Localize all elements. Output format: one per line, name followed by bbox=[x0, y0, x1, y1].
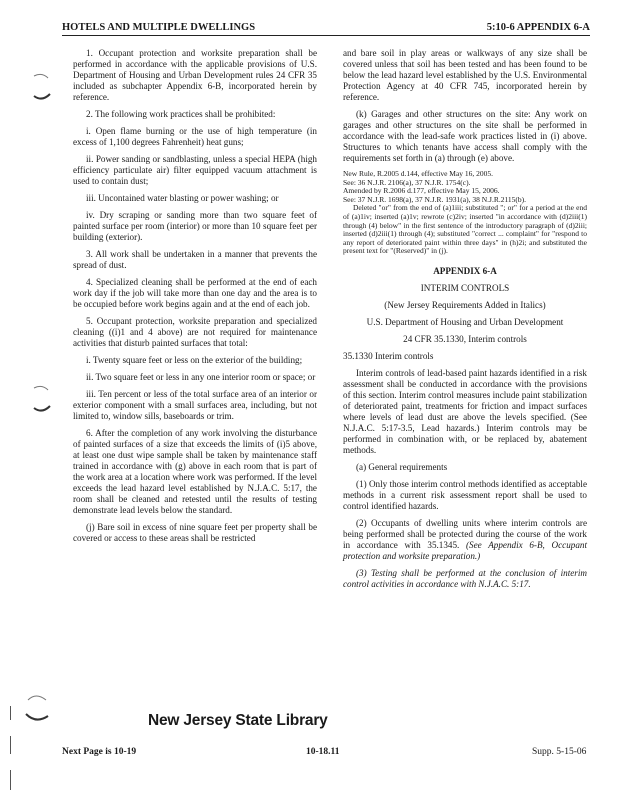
scan-edge-line bbox=[10, 770, 11, 790]
left-column bbox=[73, 48, 317, 550]
paragraph-5-i: i. Twenty square feet or less on the exterior of the building; bbox=[86, 355, 303, 365]
paragraph-a-2-text: (2) Occupants of dwelling units where interim controls are being performed shall be protected during the course of the work in accordance with 35.1345. bbox=[343, 517, 587, 550]
paragraph-a: (a) General requirements bbox=[356, 461, 448, 472]
punch-mark-icon bbox=[30, 384, 52, 414]
header-title: HOTELS AND MULTIPLE DWELLINGS bbox=[62, 22, 256, 33]
paragraph-j: (j) Bare soil in excess of nine square feet per property shall be covered or access to these areas shall be restricted bbox=[73, 522, 317, 543]
paragraph-2-i: i. Open flame burning or the use of high temperature (in excess of 1,100 degrees Fahrenheit) heat guns; bbox=[73, 126, 317, 147]
paragraph-4: 4. Specialized cleaning shall be performed at the end of each work day if the job will take more than one day and the area is to be occupied before work begins again and at the end of each job. bbox=[73, 277, 317, 309]
punch-mark-icon bbox=[24, 690, 50, 726]
scan-edge-line bbox=[10, 706, 11, 720]
footer-next-page: Next Page is 10-19 bbox=[62, 747, 137, 757]
paragraph-2-ii: ii. Power sanding or sandblasting, unless a special HEPA (high efficiency particulate air) filter equipped vacuum attachment is used to contain dust; bbox=[73, 154, 317, 186]
cfr-citation: 24 CFR 35.1330, Interim controls bbox=[403, 333, 527, 344]
running-header bbox=[62, 22, 590, 36]
scan-edge-line bbox=[10, 736, 11, 754]
footer-page-number: 10-18.11 bbox=[306, 747, 340, 757]
paragraph-5: 5. Occupant protection, worksite preparation and specialized cleaning ((i)1 and 4 above) are not required for maintenance activities that disturb painted surfaces that total: bbox=[73, 316, 317, 348]
paragraph-a-1: (1) Only those interim control methods identified as acceptable methods in a current risk assessment report shall be used to control identified hazards. bbox=[343, 478, 587, 511]
history-note: Deleted "or" from the end of (a)1iii; substituted "; or" for a period at the end of (a)1iv; inserted (a)1v; rewrote (c)2iv; inserted "in accordance with (d)2iii(1) through (4) below" in the first sentence of the introductory paragraph of (d)2iii; inserted (d)2iii(1) through (4); substituted "correct ... complaint" for "respond to any report of deteriorated paint within three days" in (h)2i; and substituted the present text for "(Reserved)" in (j). bbox=[343, 203, 587, 256]
paragraph-3: 3. All work shall be undertaken in a manner that prevents the spread of dust. bbox=[73, 249, 317, 270]
paragraph-k: (k) Garages and other structures on the site: Any work on garages and other structures on the site shall be performed in accordance with the lead-safe work practices listed in (i) above. Structures to which tenants have access shall comply with the requirements set forth in (a) through (e) above. bbox=[343, 109, 587, 163]
footer-supplement: Supp. 5-15-06 bbox=[532, 747, 587, 757]
header-section: 5:10-6 APPENDIX 6-A bbox=[486, 22, 590, 33]
paragraph-a-3: (3) Testing shall be performed at the conclusion of interim control activities in accordance with N.J.A.C. 5:17. bbox=[343, 567, 587, 589]
appendix-title: APPENDIX 6-A bbox=[433, 265, 497, 276]
hud-agency: U.S. Department of Housing and Urban Development bbox=[366, 316, 564, 327]
history-line: Amended by R.2006 d.177, effective May 15, 2006. bbox=[343, 186, 500, 196]
library-stamp: New Jersey State Library bbox=[148, 712, 328, 729]
paragraph-2: 2. The following work practices shall be prohibited: bbox=[86, 109, 276, 119]
intro-paragraph: Interim controls of lead-based paint hazards identified in a risk assessment shall be conducted in accordance with the provisions of this section. Interim control measures include paint stabilization of deteriorated paint, treatments for friction and impact surfaces where levels of lead dust are above the levels specified. (See N.J.A.C. 5:17-3.5, Lead hazards.) Interim controls may be performed in combination with, or be replaced by, abatement methods. bbox=[343, 367, 587, 455]
paragraph-5-ii: ii. Two square feet or less in any one interior room or space; or bbox=[86, 372, 316, 382]
history-line: See: 36 N.J.R. 2106(a), 37 N.J.R. 1754(c). bbox=[343, 177, 471, 187]
section-heading: 35.1330 Interim controls bbox=[343, 350, 434, 361]
paragraph-5-iii: iii. Ten percent or less of the total surface area of an interior or exterior component with a small surfaces area, including, but not limited to, window sills, baseboards or trim. bbox=[73, 389, 317, 421]
paragraph-j-continued: and bare soil in play areas or walkways of any size shall be covered unless that soil has been tested and has been found to be below the lead hazard level established by the U.S. Environmental Protection Agency at 40 CFR 745, incorporated herein by reference. bbox=[343, 48, 587, 102]
punch-mark-icon bbox=[30, 72, 52, 102]
nj-requirements-note: (New Jersey Requirements Added in Italics) bbox=[384, 299, 546, 310]
rule-history bbox=[343, 170, 587, 256]
appendix-subtitle: INTERIM CONTROLS bbox=[420, 282, 510, 293]
paragraph-a-2 bbox=[343, 518, 587, 562]
paragraph-2-iii: iii. Uncontained water blasting or power washing; or bbox=[86, 193, 279, 203]
history-line: New Rule, R.2005 d.144, effective May 16, 2005. bbox=[343, 169, 494, 178]
paragraph-1: 1. Occupant protection and worksite preparation shall be performed in accordance with the applicable provisions of U.S. Department of Housing and Urban Development rules 24 CFR 35 included as subchapter Appendix 6-B, incorporated herein by reference. bbox=[73, 48, 317, 102]
history-line: See: 37 N.J.R. 1698(a), 37 N.J.R. 1931(a), 38 N.J.R.2115(b). bbox=[343, 194, 527, 204]
paragraph-6: 6. After the completion of any work involving the disturbance of painted surfaces of a size that exceeds the limits of (i)5 above, at least one dust wipe sample shall be taken by maintenance staff trained in accordance with (g) above in each room that is part of the work area at a location where work was performed. If the level exceeds the lead hazard level established by N.J.A.C. 5:17, the room shall be cleaned and retested until the results of testing demonstrate lead levels below the standard. bbox=[73, 428, 317, 515]
right-column bbox=[343, 48, 587, 596]
paragraph-2-iv: iv. Dry scraping or sanding more than two square feet of painted surface per room (interior) or more than 10 square feet per building (exterior). bbox=[73, 210, 317, 242]
paragraph-a-2-italic: (See Appendix 6-B, Occupant protection and worksite preparation.) bbox=[343, 539, 587, 561]
